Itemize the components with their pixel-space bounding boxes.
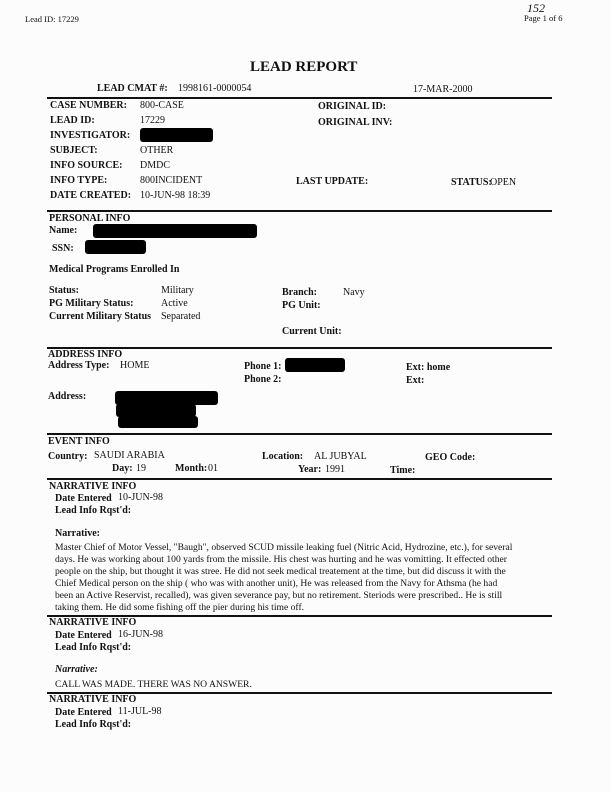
month-label: Month:: [175, 463, 208, 474]
year-label: Year:: [298, 464, 322, 475]
pg-military-status-value: Active: [161, 298, 188, 309]
handwritten-page-number: 152: [527, 1, 545, 15]
phone2-label: Phone 2:: [244, 374, 282, 385]
narrative-line: days. He was working about 100 yards from the missile. His chest was hurting and he was vomitting. It effected other: [55, 554, 507, 565]
narrative-label: Narrative:: [55, 528, 100, 539]
address-info-heading: ADDRESS INFO: [48, 349, 123, 360]
date-entered-label: Date Entered: [55, 493, 112, 504]
redaction: [285, 358, 345, 372]
divider: [47, 347, 552, 349]
report-date: 17-MAR-2000: [413, 84, 473, 95]
cmat-value: 1998161-0000054: [178, 83, 252, 94]
divider: [47, 433, 552, 435]
year-value: 1991: [325, 464, 345, 475]
branch-value: Navy: [343, 287, 365, 298]
narrative-info-heading: NARRATIVE INFO: [49, 617, 137, 628]
info-source-label: INFO SOURCE:: [50, 160, 123, 171]
pg-military-status-label: PG Military Status:: [49, 298, 134, 309]
narrative-info-heading: NARRATIVE INFO: [49, 694, 137, 705]
branch-label: Branch:: [282, 287, 317, 298]
info-type-label: INFO TYPE:: [50, 175, 108, 186]
ext1: Ext: home: [406, 362, 451, 373]
lead-id-label: LEAD ID:: [50, 115, 95, 126]
divider: [47, 210, 552, 212]
last-update-label: LAST UPDATE:: [296, 176, 369, 187]
divider: [47, 478, 552, 480]
medical-programs-label: Medical Programs Enrolled In: [49, 264, 180, 275]
lead-info-rqst-label: Lead Info Rqst'd:: [55, 719, 132, 730]
current-military-status-value: Separated: [161, 311, 201, 322]
geo-code-label: GEO Code:: [425, 452, 476, 463]
location-value: AL JUBYAL: [314, 451, 367, 462]
pg-unit-label: PG Unit:: [282, 300, 321, 311]
redaction: [93, 224, 257, 238]
status-value: OPEN: [490, 177, 517, 188]
redaction: [115, 391, 218, 405]
header-lead-id: Lead ID: 17229: [25, 14, 79, 24]
time-label: Time:: [390, 465, 416, 476]
location-label: Location:: [262, 451, 304, 462]
subject-label: SUBJECT:: [50, 145, 98, 156]
date-entered-value: 10-JUN-98: [118, 492, 163, 503]
status-label: STATUS:: [451, 177, 492, 188]
country-label: Country:: [48, 451, 88, 462]
narrative-line: Master Chief of Motor Vessel, "Baugh", observed SCUD missile leaking fuel (Nitric Acid, Hydrozine, etc.), for several: [55, 542, 513, 553]
case-number-value: 800-CASE: [140, 100, 184, 111]
narrative-info-heading: NARRATIVE INFO: [49, 481, 137, 492]
lead-info-rqst-label: Lead Info Rqst'd:: [55, 505, 132, 516]
personal-info-heading: PERSONAL INFO: [49, 213, 131, 224]
info-source-value: DMDC: [140, 160, 171, 171]
page-title: LEAD REPORT: [250, 59, 358, 75]
event-info-heading: EVENT INFO: [48, 436, 110, 447]
date-created-value: 10-JUN-98 18:39: [140, 190, 211, 201]
redaction: [118, 416, 198, 428]
info-type-value: 800INCIDENT: [140, 175, 203, 186]
day-label: Day:: [112, 463, 133, 474]
status-label: Status:: [49, 285, 80, 296]
current-military-status-label: Current Military Status: [49, 311, 152, 322]
investigator-label: INVESTIGATOR:: [50, 130, 131, 141]
address-label: Address:: [48, 391, 87, 402]
original-inv-label: ORIGINAL INV:: [318, 117, 393, 128]
subject-value: OTHER: [140, 145, 174, 156]
redaction: [140, 128, 213, 142]
ssn-label: SSN:: [52, 243, 74, 254]
month-value: 01: [208, 463, 218, 474]
name-label: Name:: [49, 225, 78, 236]
date-entered-value: 11-JUL-98: [118, 706, 162, 717]
narrative-line: been an Active Reservist, recalled), was given severance pay, but no retirement. Steriods were prescribed.. He is still: [55, 590, 503, 601]
date-entered-label: Date Entered: [55, 630, 112, 641]
narrative-line: taking them. He did some fishing off the pier during his time off.: [55, 602, 305, 613]
narrative-label: Narrative:: [55, 664, 98, 675]
cmat-label: LEAD CMAT #:: [97, 83, 168, 94]
original-id-label: ORIGINAL ID:: [318, 101, 387, 112]
lead-id-value: 17229: [140, 115, 165, 126]
divider: [47, 97, 552, 99]
narrative-line: Chief Medical person on the ship ( who was with another unit), He was released from the Navy for Athsma (he had: [55, 578, 498, 589]
day-value: 19: [136, 463, 146, 474]
status-value: Military: [161, 285, 194, 296]
current-unit-label: Current Unit:: [282, 326, 342, 337]
phone1-label: Phone 1:: [244, 361, 282, 372]
address-type-label: Address Type:: [48, 360, 110, 371]
date-entered-label: Date Entered: [55, 707, 112, 718]
ext2-label: Ext:: [406, 375, 425, 386]
redaction: [85, 240, 146, 254]
country-value: SAUDI ARABIA: [94, 450, 165, 461]
narrative-line: people on the ship, but thought it was stree. He did not seek medical treatement at the time, but did discuss it with the: [55, 566, 506, 577]
lead-info-rqst-label: Lead Info Rqst'd:: [55, 642, 132, 653]
date-created-label: DATE CREATED:: [50, 190, 132, 201]
address-type-value: HOME: [120, 360, 150, 371]
date-entered-value: 16-JUN-98: [118, 629, 163, 640]
case-number-label: CASE NUMBER:: [50, 100, 127, 111]
narrative-line: CALL WAS MADE. THERE WAS NO ANSWER.: [55, 679, 252, 690]
page-indicator: Page 1 of 6: [524, 13, 563, 23]
